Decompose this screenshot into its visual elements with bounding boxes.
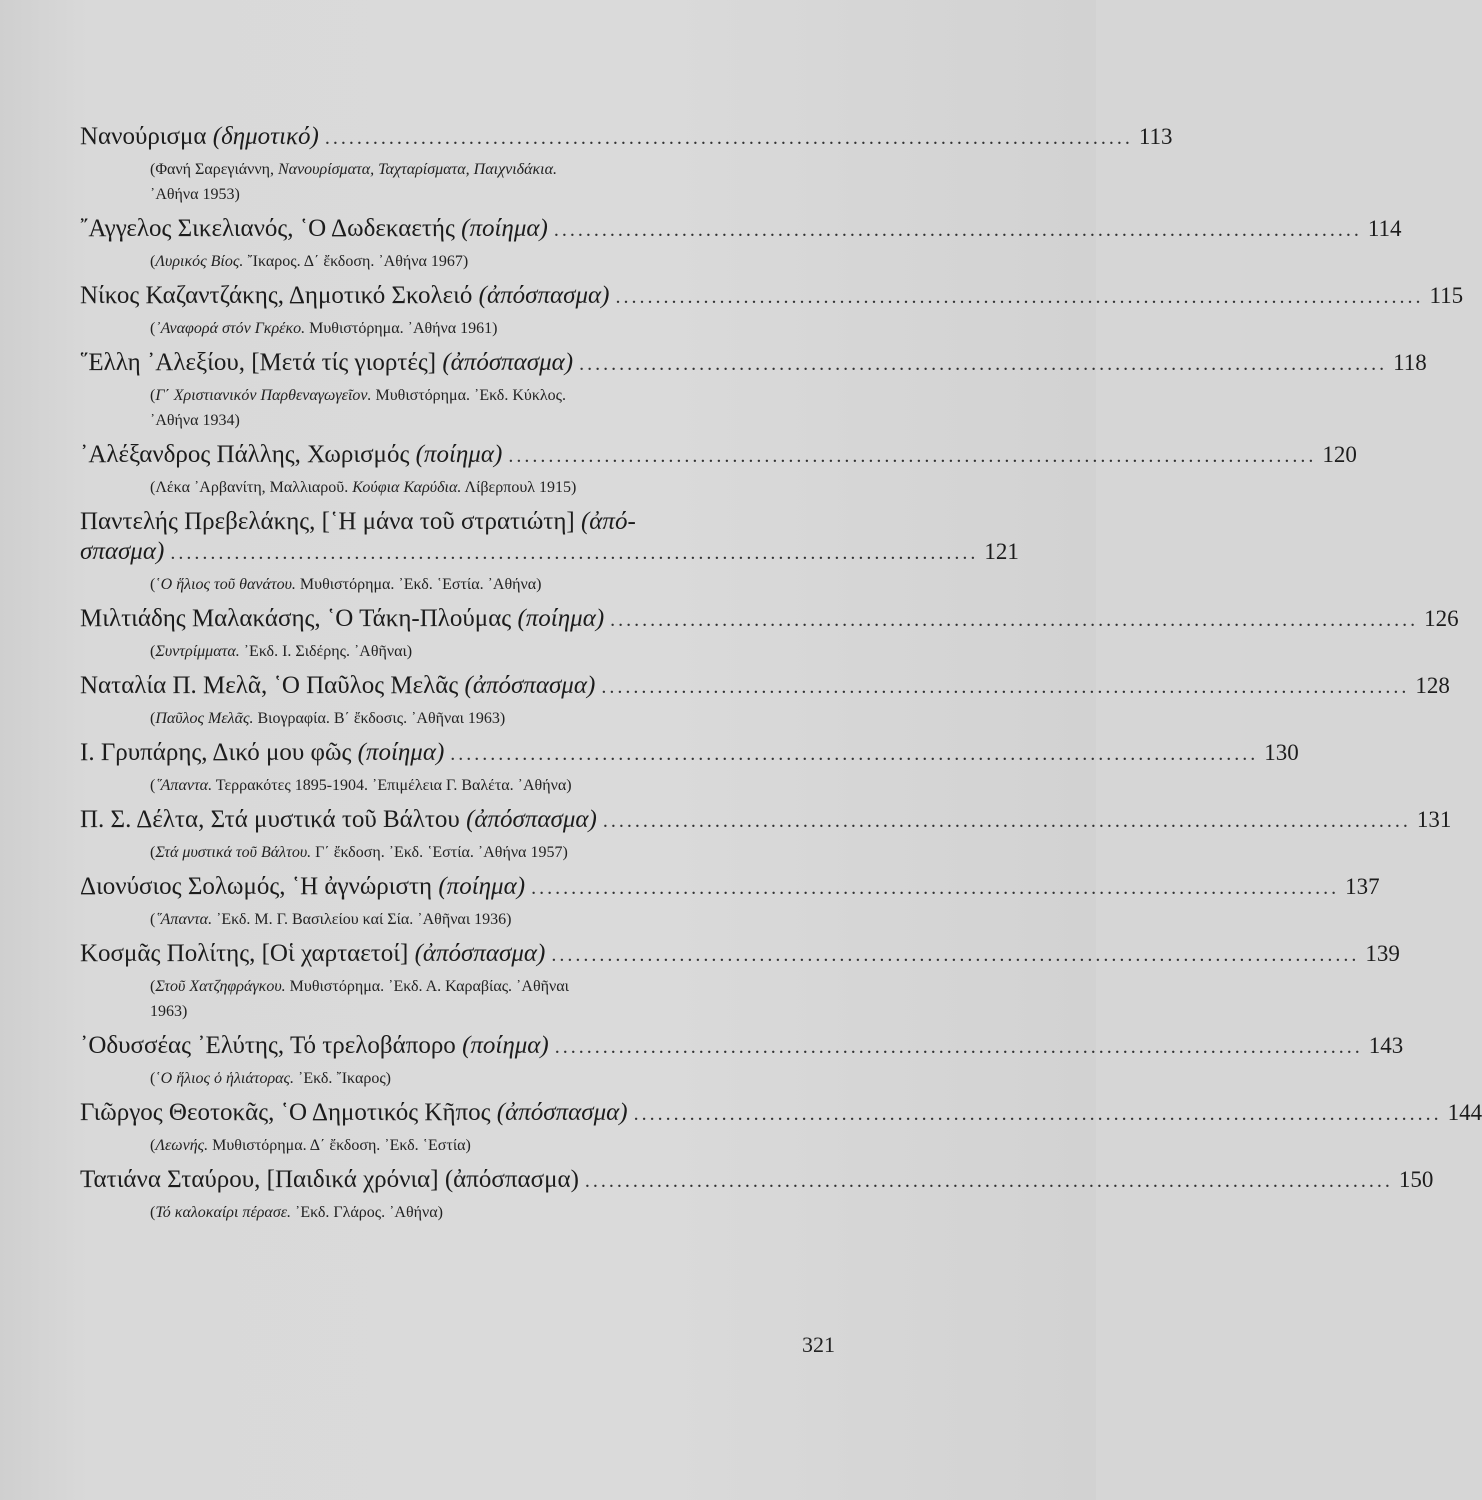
source-title: ῾Ο ἥλιος τοῦ θανάτου. — [155, 576, 296, 593]
entry-genre: (ποίημα) — [357, 739, 445, 766]
toc-entry-heading-line — [80, 507, 850, 537]
source-title: Κούφια Καρύδια. — [352, 479, 462, 496]
entry-author: Γιῶργος Θεοτοκᾶς, ῾Ο Δημοτικός Κῆπος — [80, 1099, 491, 1126]
toc-entry — [80, 738, 1299, 798]
source-text: Βιογραφία. Β΄ ἔκδοσις. ᾿Αθῆναι 1963) — [253, 710, 506, 727]
source-text: Μυθιστόρημα. ᾿Εκδ. ῾Εστία. ᾿Αθήνα) — [295, 576, 542, 593]
entry-page: 128 — [1415, 673, 1450, 698]
dot-leader: ..................................................................................................... — [324, 127, 1133, 149]
entry-source — [80, 475, 850, 500]
toc-entry — [80, 440, 1357, 500]
toc-entry — [80, 939, 1400, 1024]
dot-leader: ..................................................................................................... — [170, 542, 979, 564]
source-text: Μυθιστόρημα. ᾿Εκδ. Α. Καραβίας. ᾿Αθῆναι — [285, 978, 569, 995]
source-text: ᾿Αθήνα 1953) — [150, 186, 240, 203]
entry-page: 120 — [1322, 442, 1357, 467]
page-number: 321 — [802, 1332, 835, 1357]
dot-leader: ..................................................................................................... — [450, 743, 1259, 765]
source-title: Παῦλος Μελᾶς. — [155, 710, 254, 727]
entry-author: Ναταλία Π. Μελᾶ, ῾Ο Παῦλος Μελᾶς — [80, 672, 459, 699]
source-text: (Φανή Σαρεγιάννη, — [150, 161, 278, 178]
dot-leader: ..................................................................................................... — [615, 286, 1424, 308]
entry-source — [80, 639, 850, 664]
entry-author: ᾿Αλέξανδρος Πάλλης, Χωρισμός — [80, 441, 410, 468]
entry-genre-continued: σπασμα) — [80, 538, 165, 565]
entry-genre: (δημοτικό) — [212, 123, 319, 150]
entry-author: Νίκος Καζαντζάκης, Δημοτικό Σκολειό — [80, 282, 473, 309]
dot-leader: ..................................................................................................... — [553, 219, 1362, 241]
source-text: ᾿Εκδ. ῎Ικαρος) — [294, 1070, 391, 1087]
dot-leader: ..................................................................................................... — [579, 353, 1388, 375]
source-text: ( — [150, 253, 156, 270]
entry-source — [80, 383, 850, 433]
toc-entry-heading — [80, 214, 1402, 245]
source-text: ( — [150, 978, 156, 995]
entry-author: Παντελής Πρεβελάκης, [῾Η μάνα τοῦ στρατιώτη] — [80, 508, 575, 535]
dot-leader: ..................................................................................................... — [602, 810, 1411, 832]
entry-genre: (ἀπόσπασμα) — [444, 1166, 579, 1193]
entry-source — [80, 249, 850, 274]
entry-source — [80, 157, 850, 207]
entry-genre: (ποίημα) — [517, 605, 605, 632]
entry-author: Κοσμᾶς Πολίτης, [Οἱ χαρταετοί] — [80, 940, 409, 967]
entry-author: ῞Ελλη ᾿Αλεξίου, [Μετά τίς γιορτές] — [80, 349, 437, 376]
entry-page: 121 — [984, 539, 1019, 564]
source-title: ῾Ο ἥλιος ὁ ἡλιάτορας. — [155, 1070, 295, 1087]
entry-author: Διονύσιος Σολωμός, ῾Η ἀγνώριστη — [80, 873, 433, 900]
source-title: ῞Απαντα. — [155, 777, 213, 794]
dot-leader: ..................................................................................................... — [531, 877, 1340, 899]
entry-page: 144 — [1447, 1100, 1482, 1125]
entry-source — [80, 1066, 850, 1091]
entry-page: 143 — [1368, 1033, 1404, 1058]
entry-genre: (ἀπό- — [580, 508, 636, 535]
source-text: ( — [150, 911, 156, 928]
toc-entry-heading — [80, 604, 1459, 635]
dot-leader: ..................................................................................................... — [584, 1170, 1393, 1192]
entry-genre: (ἀπόσπασμα) — [466, 806, 597, 833]
source-text: 1963) — [150, 1003, 188, 1020]
source-title: Στοῦ Χατζηφράγκου. — [155, 978, 286, 995]
toc-entry-heading — [80, 1165, 1434, 1196]
entry-source — [80, 840, 850, 865]
source-title: Λυρικός Βίος. — [155, 253, 244, 270]
entry-author: Νανούρισμα — [80, 123, 207, 150]
toc-entry-heading — [80, 939, 1400, 970]
toc-entry-heading — [80, 1031, 1404, 1062]
toc-entry-heading — [80, 738, 1299, 769]
toc-entry-heading — [80, 872, 1380, 903]
toc-entry-heading — [80, 281, 1464, 312]
toc-entry — [80, 805, 1452, 865]
source-title: Συντρίμματα. — [155, 643, 240, 660]
source-text: Λίβερπουλ 1915) — [461, 479, 577, 496]
dot-leader: ..................................................................................................... — [610, 609, 1419, 631]
source-text: ᾿Εκδ. Ι. Σιδέρης. ᾿Αθῆναι) — [239, 643, 413, 660]
toc-entry — [80, 281, 1464, 341]
toc-entry-heading — [80, 537, 1019, 568]
toc-entry-heading — [80, 805, 1452, 836]
toc-entry — [80, 122, 1173, 207]
entry-genre: (ποίημα) — [438, 873, 526, 900]
toc-entry — [80, 1098, 1482, 1158]
entry-author: Ι. Γρυπάρης, Δικό μου φῶς — [80, 739, 352, 766]
toc-entry — [80, 348, 1427, 433]
entry-page: 150 — [1398, 1167, 1434, 1192]
entry-genre: (ποίημα) — [415, 441, 503, 468]
source-title: Στά μυστικά τοῦ Βάλτου. — [155, 844, 312, 861]
entry-source — [80, 907, 850, 932]
entry-source — [80, 974, 850, 1024]
source-text: ᾿Αθήνα 1934) — [150, 412, 240, 429]
dot-leader: ..................................................................................................... — [554, 1036, 1363, 1058]
entry-source — [80, 773, 850, 798]
dot-leader: ..................................................................................................... — [551, 944, 1360, 966]
source-text: Γ΄ ἔκδοση. ᾿Εκδ. ῾Εστία. ᾿Αθήνα 1957) — [311, 844, 568, 861]
source-title: Τό καλοκαίρι πέρασε. — [155, 1204, 292, 1221]
source-text: ( — [150, 643, 156, 660]
toc-entry — [80, 1165, 1434, 1225]
source-text: ( — [150, 1137, 156, 1154]
entry-genre: (ἀπόσπασμα) — [414, 940, 546, 967]
source-title: ᾿Αναφορά στόν Γκρέκο. — [155, 320, 306, 337]
entry-page: 114 — [1367, 216, 1402, 241]
toc-entry — [80, 671, 1450, 731]
toc-entry-heading — [80, 440, 1357, 471]
source-text: Μυθιστόρημα. ᾿Εκδ. Κύκλος. — [371, 387, 566, 404]
entry-page: 131 — [1416, 807, 1452, 832]
entry-page: 126 — [1424, 606, 1459, 631]
toc-entry-heading — [80, 671, 1450, 702]
toc-entry — [80, 214, 1402, 274]
source-text: Μυθιστόρημα. ᾿Αθήνα 1961) — [305, 320, 498, 337]
entry-author: Μιλτιάδης Μαλακάσης, ῾Ο Τάκη-Πλούμας — [80, 605, 512, 632]
entry-page: 113 — [1138, 124, 1173, 149]
source-text: Μυθιστόρημα. Δ΄ ἔκδοση. ᾿Εκδ. ῾Εστία) — [208, 1137, 471, 1154]
table-of-contents — [80, 122, 1482, 1225]
entry-page: 137 — [1345, 874, 1380, 899]
entry-source — [80, 1133, 850, 1158]
toc-entry — [80, 507, 1019, 597]
toc-entry-heading — [80, 1098, 1482, 1129]
toc-entry-heading — [80, 122, 1173, 153]
source-text: ( — [150, 710, 156, 727]
entry-genre: (ἀπόσπασμα) — [442, 349, 574, 376]
entry-page: 130 — [1264, 740, 1299, 765]
entry-source — [80, 706, 850, 731]
source-text: ῎Ικαρος. Δ΄ ἔκδοση. ᾿Αθήνα 1967) — [243, 253, 469, 270]
entry-genre: (ἀπόσπασμα) — [496, 1099, 628, 1126]
entry-source — [80, 572, 850, 597]
toc-entry — [80, 604, 1459, 664]
source-text: ( — [150, 777, 156, 794]
source-text: ᾿Εκδ. Γλάρος. ᾿Αθήνα) — [291, 1204, 443, 1221]
entry-genre: (ποίημα) — [461, 215, 548, 242]
entry-page: 118 — [1393, 350, 1427, 375]
source-text: ᾿Εκδ. Μ. Γ. Βασιλείου καί Σία. ᾿Αθῆναι 1936) — [212, 911, 512, 928]
entry-source — [80, 316, 850, 341]
source-text: ( — [150, 844, 156, 861]
dot-leader: ..................................................................................................... — [508, 445, 1317, 467]
entry-source — [80, 1200, 850, 1225]
entry-genre: (ποίημα) — [462, 1032, 549, 1059]
dot-leader: ..................................................................................................... — [601, 676, 1410, 698]
source-title: Νανουρίσματα, Ταχταρίσματα, Παιχνιδάκια. — [278, 161, 558, 178]
source-text: ( — [150, 320, 156, 337]
entry-author: ᾿Οδυσσέας ᾿Ελύτης, Τό τρελοβάπορο — [80, 1032, 456, 1059]
entry-page: 139 — [1365, 941, 1400, 966]
source-text: ( — [150, 1070, 156, 1087]
source-text: (Λέκα ᾿Αρβανίτη, Μαλλιαροῦ. — [150, 479, 353, 496]
entry-author: Π. Σ. Δέλτα, Στά μυστικά τοῦ Βάλτου — [80, 806, 460, 833]
entry-genre: (ἀπόσπασμα) — [478, 282, 610, 309]
source-text: ( — [150, 387, 156, 404]
source-text: ( — [150, 576, 156, 593]
toc-entry — [80, 1031, 1404, 1091]
toc-entry-heading — [80, 348, 1427, 379]
dot-leader: ..................................................................................................... — [633, 1103, 1442, 1125]
source-title: ῞Απαντα. — [155, 911, 213, 928]
toc-entry — [80, 872, 1380, 932]
source-text: Τερρακότες 1895-1904. ᾿Επιμέλεια Γ. Βαλέτα. ᾿Αθήνα) — [212, 777, 572, 794]
entry-author: ῎Αγγελος Σικελιανός, ῾Ο Δωδεκαετής — [80, 215, 455, 242]
source-title: Γ΄ Χριστιανικόν Παρθεναγωγεῖον. — [155, 387, 372, 404]
source-title: Λεωνής. — [155, 1137, 209, 1154]
entry-author: Τατιάνα Σταύρου, [Παιδικά χρόνια] — [80, 1166, 439, 1193]
entry-genre: (ἀπόσπασμα) — [464, 672, 596, 699]
entry-page: 115 — [1429, 283, 1464, 308]
source-text: ( — [150, 1204, 156, 1221]
